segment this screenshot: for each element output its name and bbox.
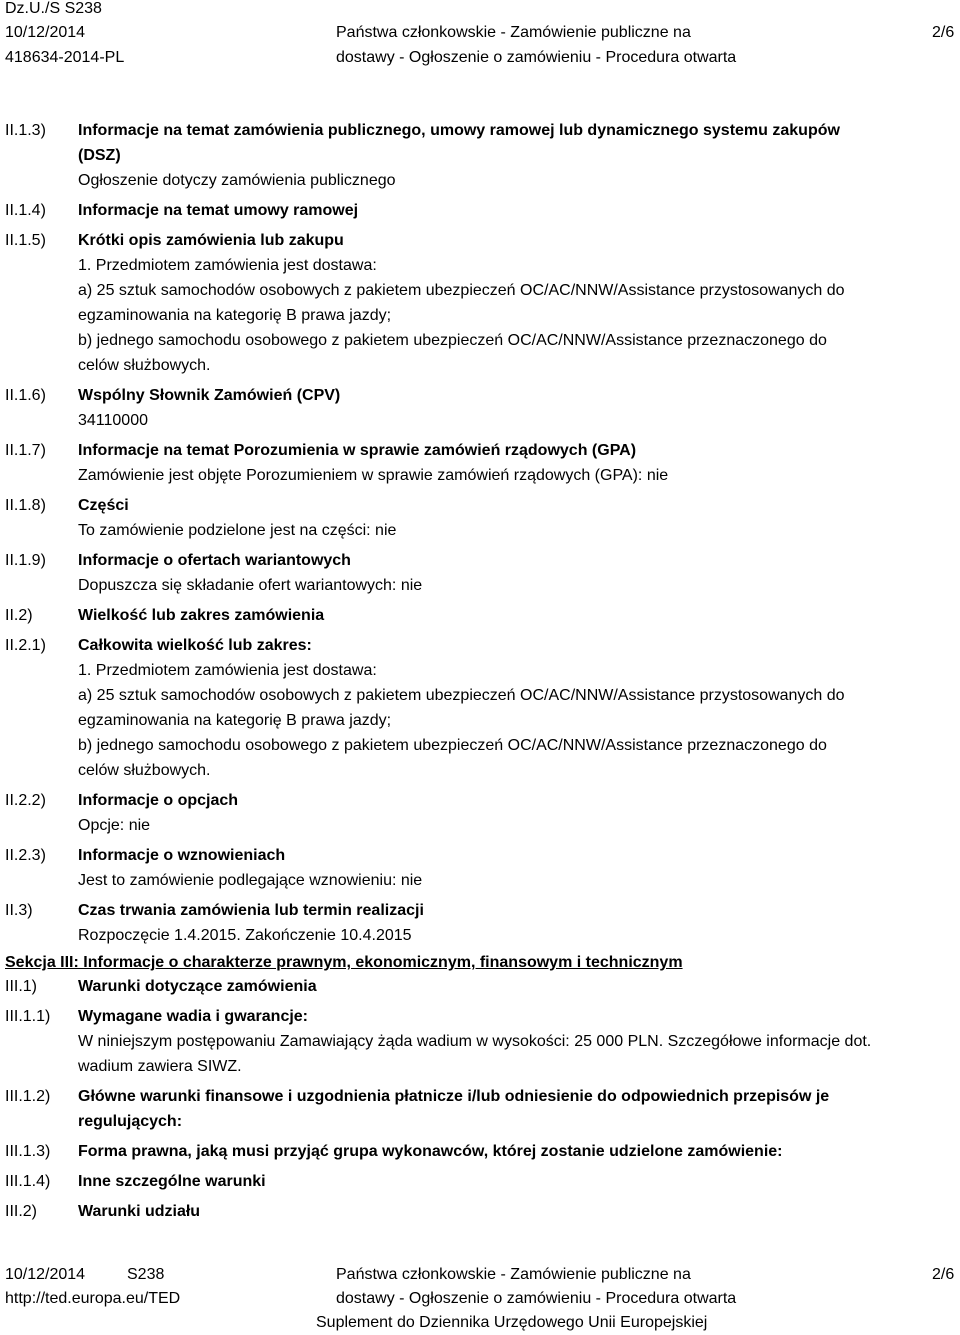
section-heading: Całkowita wielkość lub zakres: (78, 637, 312, 654)
section-text: Rozpoczęcie 1.4.2015. Zakończenie 10.4.2015 (78, 927, 412, 944)
section-text: b) jednego samochodu osobowego z pakietem ubezpieczeń OC/AC/NNW/Assistance przeznaczonego do (78, 332, 827, 349)
section-text: b) jednego samochodu osobowego z pakietem ubezpieczeń OC/AC/NNW/Assistance przeznaczonego do (78, 737, 827, 754)
header-page-number: 2/6 (932, 24, 955, 41)
section-number: II.3) (5, 902, 33, 919)
section-number: II.1.8) (5, 497, 46, 514)
section-number: III.2) (5, 1203, 38, 1220)
section-text: a) 25 sztuk samochodów osobowych z pakietem ubezpieczeń OC/AC/NNW/Assistance przystosowanych do (78, 282, 845, 299)
section-content (78, 788, 958, 838)
section-content (78, 1199, 958, 1224)
section-heading: Główne warunki finansowe i uzgodnienia płatnicze i/lub odniesienie do odpowiednich przepisów je (78, 1088, 830, 1105)
section-text: W niniejszym postępowaniu Zamawiający żąda wadium w wysokości: 25 000 PLN. Szczegółowe informacje dot. (78, 1033, 872, 1050)
section-heading: Warunki udziału (78, 1203, 201, 1220)
section-content (78, 603, 958, 628)
footer-title-line3: Suplement do Dziennika Urzędowego Unii Europejskiej (316, 1314, 708, 1331)
section-content (78, 548, 958, 598)
footer-title-line1: Państwa członkowskie - Zamówienie publiczne na (336, 1266, 691, 1283)
section-content (78, 1004, 958, 1079)
section-number: II.1.4) (5, 202, 46, 219)
section-number: II.2.2) (5, 792, 46, 809)
section-content (78, 118, 958, 193)
section-heading: Części (78, 497, 129, 514)
section-content (78, 633, 958, 783)
section-text: Ogłoszenie dotyczy zamówienia publicznego (78, 172, 396, 189)
section-heading: Czas trwania zamówienia lub termin realizacji (78, 902, 424, 919)
section-content (78, 438, 958, 488)
section-content (78, 383, 958, 433)
section-content (78, 974, 958, 999)
section-heading: Informacje o ofertach wariantowych (78, 552, 351, 569)
header-title-line1: Państwa członkowskie - Zamówienie publiczne na (336, 24, 691, 41)
section-heading: Krótki opis zamówienia lub zakupu (78, 232, 344, 249)
section-number: II.1.5) (5, 232, 46, 249)
header-doc-id: 418634-2014-PL (5, 49, 125, 66)
section-text: egzaminowania na kategorię B prawa jazdy; (78, 712, 392, 729)
section-text: 1. Przedmiotem zamówienia jest dostawa: (78, 257, 377, 274)
section-heading: Warunki dotyczące zamówienia (78, 978, 317, 995)
section-heading: Wspólny Słownik Zamówień (CPV) (78, 387, 341, 404)
section-number: II.2.3) (5, 847, 46, 864)
section-heading: Forma prawna, jaką musi przyjąć grupa wykonawców, której zostanie udzielone zamówienie: (78, 1143, 783, 1160)
footer-series: S238 (127, 1266, 165, 1283)
section-content (78, 898, 958, 948)
section-number: III.1) (5, 978, 38, 995)
section-heading: Informacje na temat Porozumienia w sprawie zamówień rządowych (GPA) (78, 442, 637, 459)
section-text: Zamówienie jest objęte Porozumieniem w sprawie zamówień rządowych (GPA): nie (78, 467, 669, 484)
section-content (78, 1084, 958, 1134)
section-number: III.1.1) (5, 1008, 51, 1025)
section-text: wadium zawiera SIWZ. (78, 1058, 242, 1075)
section-heading: Informacje o opcjach (78, 792, 239, 809)
header-date: 10/12/2014 (5, 24, 86, 41)
section-number: II.2) (5, 607, 33, 624)
section-text: Opcje: nie (78, 817, 151, 834)
section-text: Dopuszcza się składanie ofert wariantowych: nie (78, 577, 423, 594)
footer-page-number: 2/6 (932, 1266, 955, 1283)
section-text: Jest to zamówienie podlegające wznowieniu: nie (78, 872, 423, 889)
section-heading: Informacje o wznowieniach (78, 847, 286, 864)
section-number: II.2.1) (5, 637, 46, 654)
section-text: To zamówienie podzielone jest na części: nie (78, 522, 397, 539)
footer-date: 10/12/2014 (5, 1266, 86, 1283)
section-heading: (DSZ) (78, 147, 121, 164)
header-title-line2: dostawy - Ogłoszenie o zamówieniu - Procedura otwarta (336, 49, 737, 66)
section-number: II.1.7) (5, 442, 46, 459)
page-footer (0, 1262, 960, 1334)
footer-url[interactable]: http://ted.europa.eu/TED (5, 1290, 181, 1307)
page-header (0, 0, 960, 70)
section-text: egzaminowania na kategorię B prawa jazdy; (78, 307, 392, 324)
section-number: III.1.4) (5, 1173, 51, 1190)
section-heading: Wymagane wadia i gwarancje: (78, 1008, 309, 1025)
journal-ref: Dz.U./S S238 (5, 0, 102, 17)
section-heading: Wielkość lub zakres zamówienia (78, 607, 325, 624)
section-content (78, 198, 958, 223)
section-content (78, 843, 958, 893)
section-3-heading: Sekcja III: Informacje o charakterze prawnym, ekonomicznym, finansowym i technicznym (5, 954, 683, 971)
section-number: II.1.3) (5, 122, 46, 139)
section-content (78, 493, 958, 543)
section-text: 1. Przedmiotem zamówienia jest dostawa: (78, 662, 377, 679)
section-heading: Informacje na temat zamówienia publicznego, umowy ramowej lub dynamicznego systemu zakupów (78, 122, 840, 139)
section-text: a) 25 sztuk samochodów osobowych z pakietem ubezpieczeń OC/AC/NNW/Assistance przystosowanych do (78, 687, 845, 704)
section-heading: regulujących: (78, 1113, 183, 1130)
section-heading: Inne szczególne warunki (78, 1173, 266, 1190)
section-content (78, 228, 958, 378)
section-number: II.1.9) (5, 552, 46, 569)
section-content (78, 1169, 958, 1194)
section-number: III.1.3) (5, 1143, 51, 1160)
section-text: celów służbowych. (78, 762, 211, 779)
section-text: 34110000 (78, 412, 148, 429)
section-number: III.1.2) (5, 1088, 51, 1105)
section-text: celów służbowych. (78, 357, 211, 374)
section-number: II.1.6) (5, 387, 46, 404)
section-content (78, 1139, 958, 1164)
section-heading: Informacje na temat umowy ramowej (78, 202, 359, 219)
footer-title-line2: dostawy - Ogłoszenie o zamówieniu - Procedura otwarta (336, 1290, 737, 1307)
